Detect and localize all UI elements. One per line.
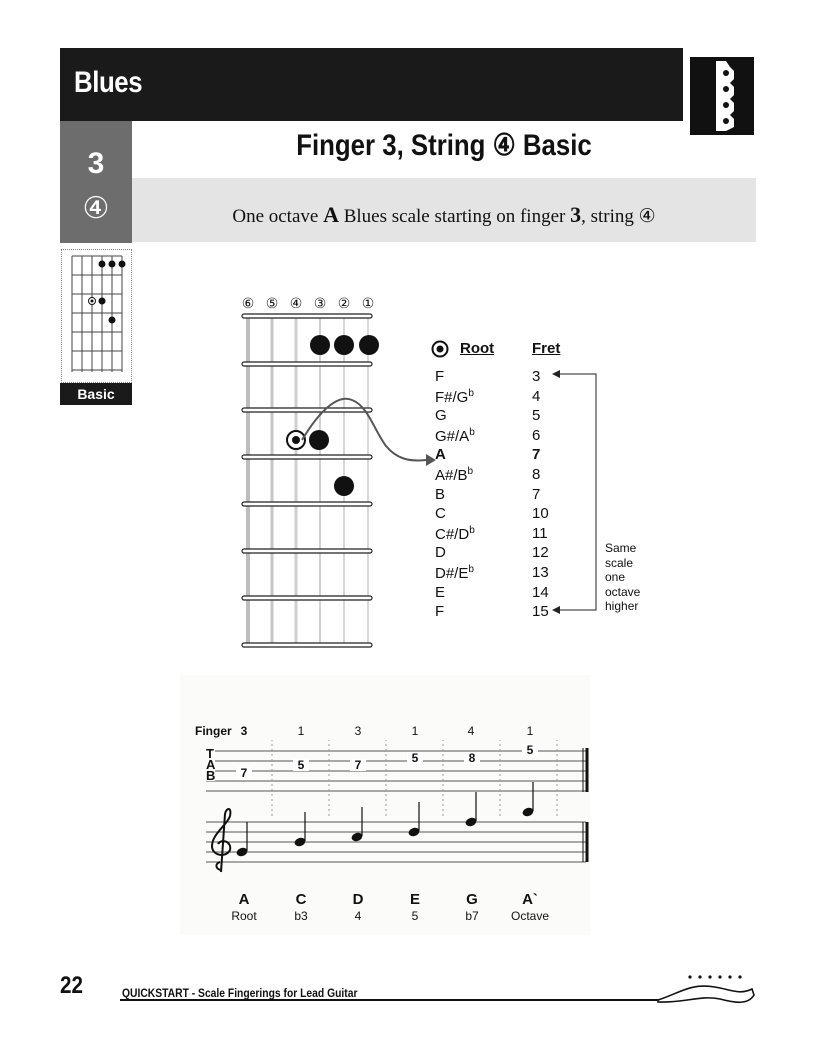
note-row-fret: 4	[532, 387, 541, 405]
note-name: E	[409, 891, 420, 908]
root-column-header: Root	[460, 340, 495, 357]
mini-fretboard-diagram	[61, 249, 132, 383]
string-label-1: ①	[361, 296, 375, 312]
note-row-name: D	[435, 544, 446, 562]
page-heading: Finger 3, String ④ Basic	[296, 129, 592, 162]
root-arrow	[290, 390, 440, 480]
note-row-name: C	[435, 505, 446, 523]
note-row-name: F	[435, 603, 445, 621]
tab-number: 5	[407, 752, 423, 764]
fret-column-header: Fret	[532, 340, 561, 357]
note-row-fret: 10	[532, 505, 549, 523]
note-row-name: $D\#/E^b$	[435, 564, 474, 582]
mini-diagram-label: Basic	[60, 383, 132, 405]
note-name: A	[238, 891, 250, 908]
octave-bracket	[550, 366, 600, 616]
note-row-fret: 15	[532, 603, 549, 621]
string-label-4: ④	[289, 296, 303, 312]
finger-dot	[334, 335, 354, 355]
position-string: ④	[82, 192, 110, 225]
book-title: QUICKSTART - Scale Fingerings for Lead Guitar	[122, 986, 358, 1000]
page-number: 22	[60, 972, 83, 999]
tab-number: 7	[350, 759, 366, 771]
note-row-fret: 13	[532, 564, 549, 581]
finger-number: 1	[297, 724, 305, 738]
note-row-name: A	[435, 446, 446, 464]
tab-and-staff	[200, 740, 600, 880]
note-row-fret: 7	[532, 485, 541, 503]
scale-degree: b7	[465, 909, 479, 923]
string-label-6: ⑥	[241, 296, 255, 312]
note-name: A`	[522, 891, 538, 908]
note-row-fret: 6	[532, 426, 541, 444]
note-row-name: B	[435, 485, 446, 503]
tab-number: 5	[522, 744, 538, 756]
tab-clef: T A B	[206, 746, 216, 783]
note-name: C	[295, 891, 307, 908]
finger-number: 4	[467, 724, 475, 738]
note-name: G	[466, 891, 478, 908]
octave-note: Same scale one octave higher	[605, 541, 641, 613]
section-thumb-tab	[690, 57, 754, 135]
scale-degree: 4	[354, 909, 362, 923]
scale-degree: Root	[231, 909, 257, 923]
position-badge	[60, 121, 132, 243]
guitar-neck-icon	[690, 57, 754, 135]
finger-number: 1	[526, 724, 534, 738]
finger-number: 3	[240, 724, 248, 738]
scale-degree: b3	[294, 909, 308, 923]
note-row-fret: 5	[532, 407, 541, 425]
note-row-fret: 7	[532, 446, 541, 464]
note-row-fret: 3	[532, 368, 541, 385]
scale-degree: 5	[411, 909, 419, 923]
guitar-headstock-divider	[120, 965, 760, 1011]
note-row-name: $G\#/A^b$	[435, 426, 475, 445]
tab-number: 7	[236, 767, 252, 779]
finger-dot	[310, 335, 330, 355]
subtitle-band	[132, 178, 756, 242]
note-row-name: F	[435, 368, 445, 385]
finger-number: 1	[411, 724, 419, 738]
note-row-name: G	[435, 407, 447, 425]
note-row-name: E	[435, 583, 446, 601]
subtitle: One octave A Blues scale starting on finger 3, string ④	[232, 202, 656, 227]
tab-number: 8	[464, 752, 480, 764]
note-row-name: $F\#/G^b$	[435, 387, 474, 406]
finger-number: 3	[354, 724, 362, 738]
note-row-name: $C\#/D^b$	[435, 524, 475, 543]
section-title: Blues	[74, 66, 143, 99]
section-header-bar	[60, 48, 683, 121]
note-row-fret: 12	[532, 544, 549, 562]
position-finger: 3	[87, 147, 105, 180]
string-label-2: ②	[337, 296, 351, 312]
note-row-fret: 11	[532, 524, 548, 542]
note-row-fret: 14	[532, 583, 549, 601]
finger-dot	[359, 335, 379, 355]
scale-degree: Octave	[510, 909, 549, 923]
finger-row-label: Finger	[195, 724, 232, 738]
note-name: D	[352, 891, 364, 908]
treble-clef-icon	[212, 809, 230, 872]
string-label-5: ⑤	[265, 296, 279, 312]
note-row-name: $A\#/B^b$	[435, 466, 474, 484]
note-row-fret: 8	[532, 466, 541, 483]
string-label-3: ③	[313, 296, 327, 312]
root-symbol-icon	[430, 340, 450, 360]
tab-number: 5	[293, 759, 309, 771]
